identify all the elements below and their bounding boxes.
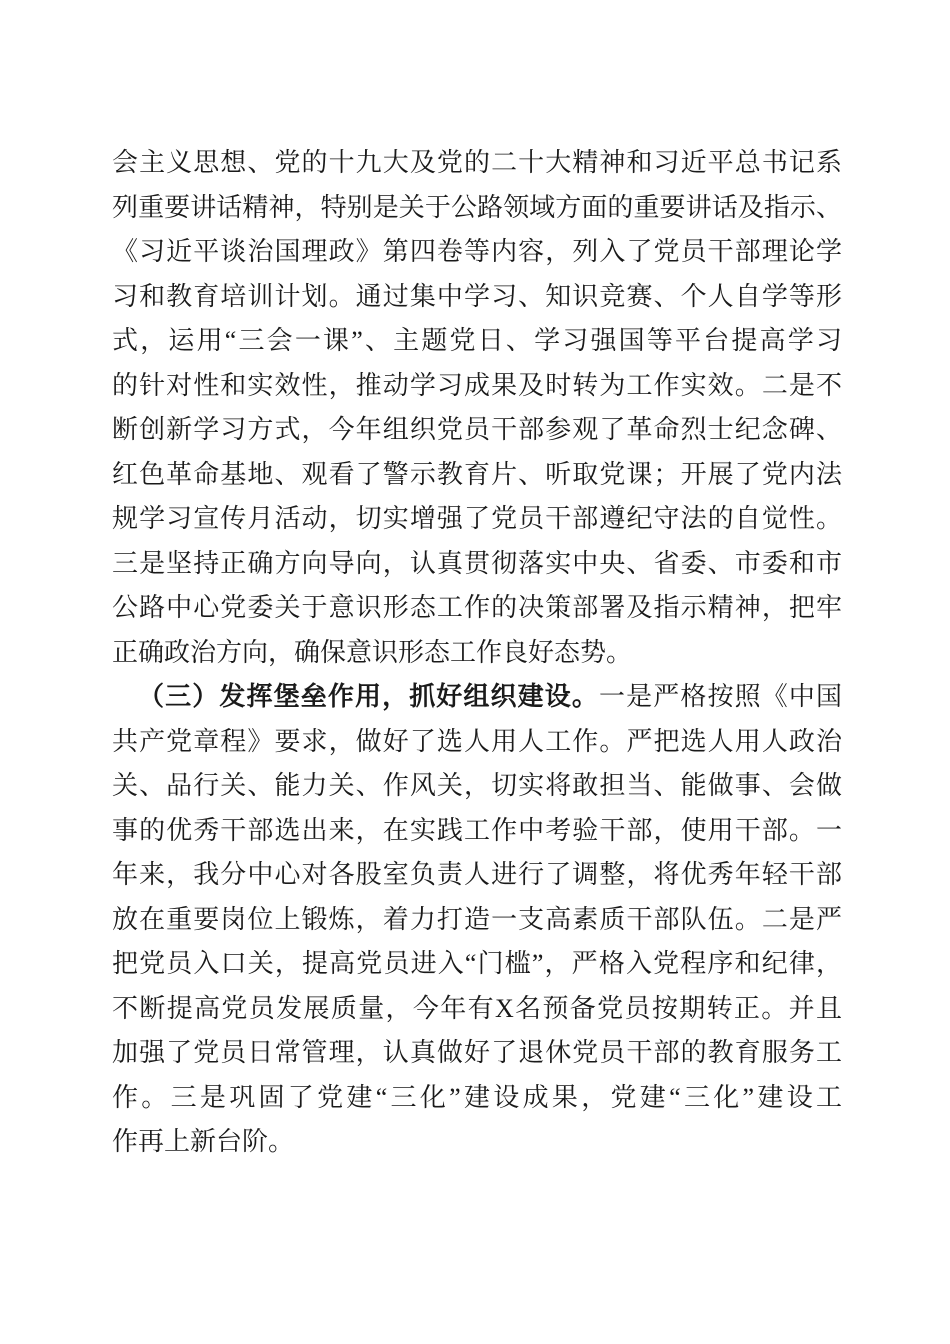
line-text: 列重要讲话精神，特别是关于公路领域方面的重要讲话及指示、 [112,192,842,222]
text-line [112,497,842,542]
line-text: 断创新学习方式，今年组织党员干部参观了革命烈士纪念碑、 [112,415,842,444]
line-text: 三是坚持正确方向导向，认真贯彻落实中央、省委、市委和市 [112,548,842,578]
line-text: 《习近平谈治国理政》第四卷等内容，列入了党员干部理论学 [112,237,842,266]
line-text: 放在重要岗位上锻炼，着力打造一支高素质干部队伍。二是严 [112,904,842,934]
paragraph-ideology-continuation [112,141,842,675]
line-text: 关、品行关、能力关、作风关，切实将敢担当、能做事、会做 [112,771,842,800]
text-line [112,542,842,587]
line-text: 年来，我分中心对各股室负责人进行了调整，将优秀年轻干部 [112,860,842,889]
line-text: 会主义思想、党的十九大及党的二十大精神和习近平总书记系 [112,148,842,177]
text-line [112,230,842,275]
text-line [112,1076,842,1121]
section-heading: （三）发挥堡垒作用，抓好组织建设。 [138,682,600,711]
text-line [112,809,842,854]
text-line [112,453,842,498]
line-text: 公路中心党委关于意识形态工作的决策部署及指示精神，把牢 [112,593,842,622]
text-line [112,275,842,320]
line-text: 的针对性和实效性，推动学习成果及时转为工作实效。二是不 [112,370,842,400]
line-text: 作。三是巩固了党建“三化”建设成果，党建“三化”建设工 [112,1082,842,1112]
line-text: 正确政治方向，确保意识形态工作良好态势。 [112,637,633,667]
line-text: 加强了党员日常管理，认真做好了退休党员干部的教育服务工 [112,1038,842,1067]
text-line [112,853,842,898]
line-text: 红色革命基地、观看了警示教育片、听取党课；开展了党内法 [112,459,842,489]
line-text: 式，运用“三会一课”、主题党日、学习强国等平台提高学习 [112,326,842,355]
line-text: 一是严格按照《中国 [599,682,842,711]
text-line [112,898,842,943]
text-line [112,942,842,987]
line-text: 规学习宣传月活动，切实增强了党员干部遵纪守法的自觉性。 [112,504,842,533]
text-line [112,586,842,631]
line-text: 习和教育培训计划。通过集中学习、知识竞赛、个人自学等形 [112,281,842,311]
line-text: 把党员入口关，提高党员进入“门槛”，严格入党程序和纪律， [112,949,842,978]
text-line [112,1031,842,1076]
line-text: 共产党章程》要求，做好了选人用人工作。严把选人用人政治 [112,726,842,756]
line-text: 作再上新台阶。 [112,1127,295,1156]
paragraph-organization-building [112,675,842,1165]
text-line [112,319,842,364]
line-text: 事的优秀干部选出来，在实践工作中考验干部，使用干部。一 [112,815,842,845]
text-line [112,408,842,453]
line-text: 不断提高党员发展质量，今年有X名预备党员按期转正。并且 [112,993,842,1023]
text-line [112,1120,842,1165]
text-line [112,364,842,409]
text-line [112,141,842,186]
text-line [112,631,842,676]
text-line [112,675,842,720]
text-line [112,764,842,809]
text-line [112,186,842,231]
text-line [112,720,842,765]
text-line [112,987,842,1032]
